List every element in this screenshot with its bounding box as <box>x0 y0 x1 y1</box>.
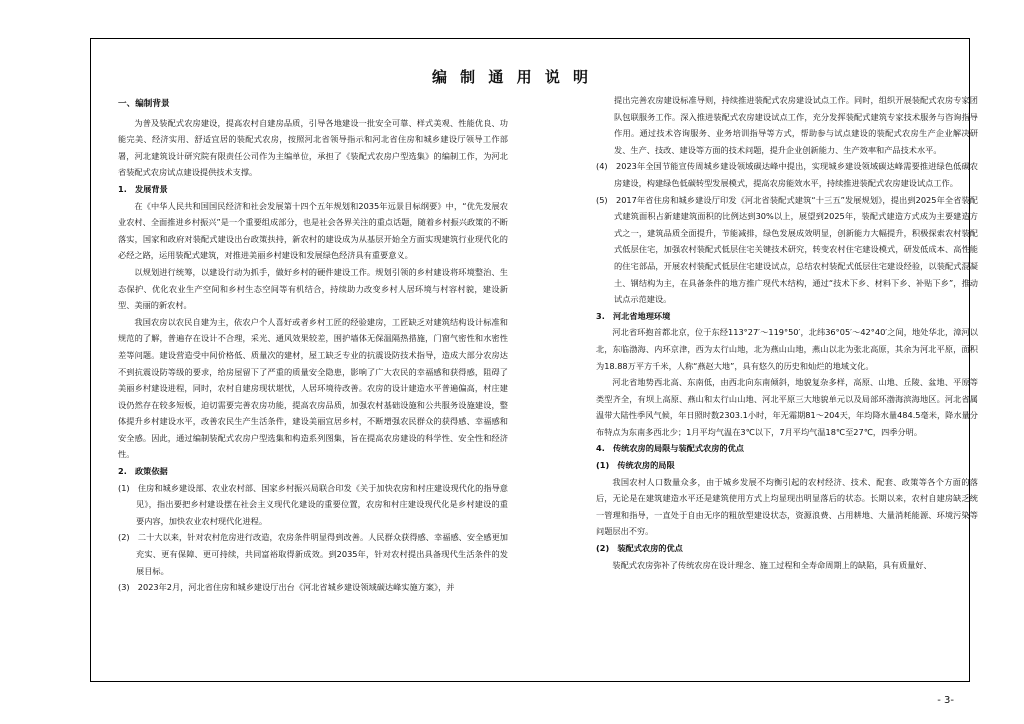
right-column <box>596 92 978 573</box>
subsection-3-heading: 3. 河北省地理环境 <box>596 310 671 321</box>
policy-item-2: (2) 二十大以来，针对农村危房进行改造，农房条件明显得到改善。人民群众获得感、幸福感、安全感更加充实、更有保障、更可持续，共同富裕取得新成效。到2035年，针对农村提出具备现代生活条件的发展目标。 <box>118 532 508 576</box>
traditional-house-paragraph: 我国农村人口数量众多，由于城乡发展不均衡引起的农村经济、技术、配套、政策等各个方面的落后，无论是在建筑建造水平还是建筑使用方式上均显现出明显落后的状态。长期以来，农村自建房缺乏统一管理和指导，一直处于自由无序的粗放型建设状态，资源浪费、占用耕地、大量消耗能源、环境污染等问题层出不穷。 <box>596 476 978 537</box>
policy-item-1: (1) 住房和城乡建设部、农业农村部、国家乡村振兴局联合印发《关于加快农房和村庄建设现代化的指导意见》，指出要把乡村建设摆在社会主义现代化建设的重要位置，农房和村庄建设现代化是乡村建设的重要内容，加快农业农村现代化进程。 <box>118 482 508 526</box>
prefab-house-advantages-heading: (2) 装配式农房的优点 <box>596 543 683 554</box>
page-title: 编 制 通 用 说 明 <box>431 68 593 86</box>
section-1-paragraph: 为普及装配式农房建设，提高农村自建房品质，引导各地建设一批安全可靠、样式美观、性能优良、功能完美、经济实用、舒适宜居的装配式农房，按照河北省领导指示和河北省住房和城乡建设厅领导工作部署，河北建筑设计研究院有限责任公司作为主编单位，承担了《装配式农房户型选集》的编制工作，为河北省装配式农房试点建设提供技术支撑。 <box>118 117 508 178</box>
subsection-4-heading: 4. 传统农房的局限与装配式农房的优点 <box>596 443 744 454</box>
subsection-1-heading: 1. 发展背景 <box>118 183 168 194</box>
background-paragraph-3: 我国农房以农民自建为主，依农户个人喜好或者乡村工匠的经验建房，工匠缺乏对建筑结构设计标准和规范的了解，普遍存在设计不合理，采光、通风效果较差，围护墙体无保温隔热措施，门窗气密性和水密性差等问题。建设营造受中间价格低、质量次的建材，屋工缺乏专业的抗震设防技术指导，造成大部分农房达不到抗震设防等级的要求，给房屋留下了严重的质量安全隐患，影响了广大农民的幸福感和获得感，阻碍了美丽乡村建设进程，同时，农村自建房现状堪忧，人居环境待改善。农房的设计建造水平普遍偏高，村庄建设仍然存在较多短板，迫切需要完善农房功能，提高农房品质，加强农村基础设施和公共服务设施建设，整体提升乡村建设水平，改善农民生产生活条件，建设美丽宜居乡村，不断增强农民群众的获得感、幸福感和安全感。因此，通过编制装配式农房户型选集和构造系列图集，旨在提高农房建设的科学性、安全性和经济性。 <box>118 316 508 460</box>
prefab-house-paragraph: 装配式农房弥补了传统农房在设计理念、施工过程和全寿命周期上的缺陷，具有质量好、 <box>612 559 932 570</box>
subsection-2-heading: 2. 政策依据 <box>118 466 168 477</box>
background-paragraph-1: 在《中华人民共和国国民经济和社会发展第十四个五年规划和2035年远景目标纲要》中，“优先发展农业农村、全面推进乡村振兴”是一个重要组成部分，也是社会各界关注的重点话题，随着乡村振兴政策的不断落实，国家和政府对装配式建设出台政策扶持，新农村的建设成为从基层开始全方面实现建筑行业现代化的必经之路，运用装配式建筑，对推进美丽乡村建设和发展绿色经济具有重要意义。 <box>118 200 508 261</box>
geography-paragraph-1: 河北省环抱首都北京，位于东经113°27′～119°50′，北纬36°05′～42°40′之间，地处华北，漳河以北，东临渤海、内环京津，西为太行山地，北为燕山山地，燕山以北为张北高原，其余为河北平原，面积为18.88万平方千米，人称“燕赵大地”，具有悠久的历史和灿烂的地域文化。 <box>596 327 978 371</box>
left-column <box>118 94 508 596</box>
traditional-house-limits-heading: (1) 传统农房的局限 <box>596 460 675 471</box>
section-1-heading: 一、编制背景 <box>118 99 170 109</box>
policy-item-4: (4) 2023年全国节能宣传周城乡建设领域碳达峰中提出，实现城乡建设领域碳达峰需要推进绿色低碳农房建设，构建绿色低碳转型发展模式，提高农房能效水平，持续推进装配式农房建设试点工作。 <box>596 161 978 188</box>
policy-item-3: (3) 2023年2月，河北省住房和城乡建设厅出台《河北省城乡建设领域碳达峰实施方案》，并 <box>118 582 455 593</box>
background-paragraph-2: 以规划进行统筹，以建设行动为抓手，做好乡村的硬件建设工作。规划引领的乡村建设将环境整治、生态保护、优化农业生产空间和乡村生态空间等有机结合，持续助力改变乡村人居环境与村容村貌，建设新型、美丽的新农村。 <box>118 266 508 311</box>
policy-item-3-continued: 提出完善农房建设标准导则，持续推进装配式农房建设试点工作。同时，组织开展装配式农房专家团队包联服务工作。深入推进装配式农房建设试点工作，充分发挥装配式建筑专家技术服务与咨询指导作用。通过技术咨询服务、业务培训指导等方式，帮助参与试点建设的装配式农房生产企业解决研发、生产、技改、建设等方面的技术问题，提升企业创新能力、生产效率和产品技术水平。 <box>614 95 978 155</box>
policy-item-5: (5) 2017年省住房和城乡建设厅印发《河北省装配式建筑“十三五”发展规划》，提出到2025年全省装配式建筑面积占新建建筑面积的比例达到30%以上，展望到2025年，装配式建造方式成为主要建造方式之一，建筑品质全面提升，节能减排，绿色发展成效明显，创新能力大幅提升，积极探索农村装配式低层住宅，加强农村装配式低层住宅关键技术研究，转变农村住宅建设模式，研发低成本、高性能的住宅部品，开展农村装配式低层住宅建设试点，总结农村装配式低层住宅建设经验，以装配式混凝土、钢结构为主，在具备条件的地方推广现代木结构，通过“技术下乡、材料下乡、补贴下乡”，推动试点示范建设。 <box>596 194 978 305</box>
geography-paragraph-2: 河北省地势西北高、东南低，由西北向东南倾斜，地貌复杂多样，高原、山地、丘陵、盆地、平原等类型齐全，有坝上高原、燕山和太行山山地、河北平原三大地貌单元以及局部环渤海滨海地区。河北省属温带大陆性季风气候，年日照时数2303.1小时，年无霜期81～204天，年均降水量484.5毫米，降水量分布特点为东南多西北少；1月平均气温在3℃以下，7月平均气温18℃至27℃，四季分明。 <box>596 377 978 437</box>
page-number: - 3- <box>937 695 954 706</box>
